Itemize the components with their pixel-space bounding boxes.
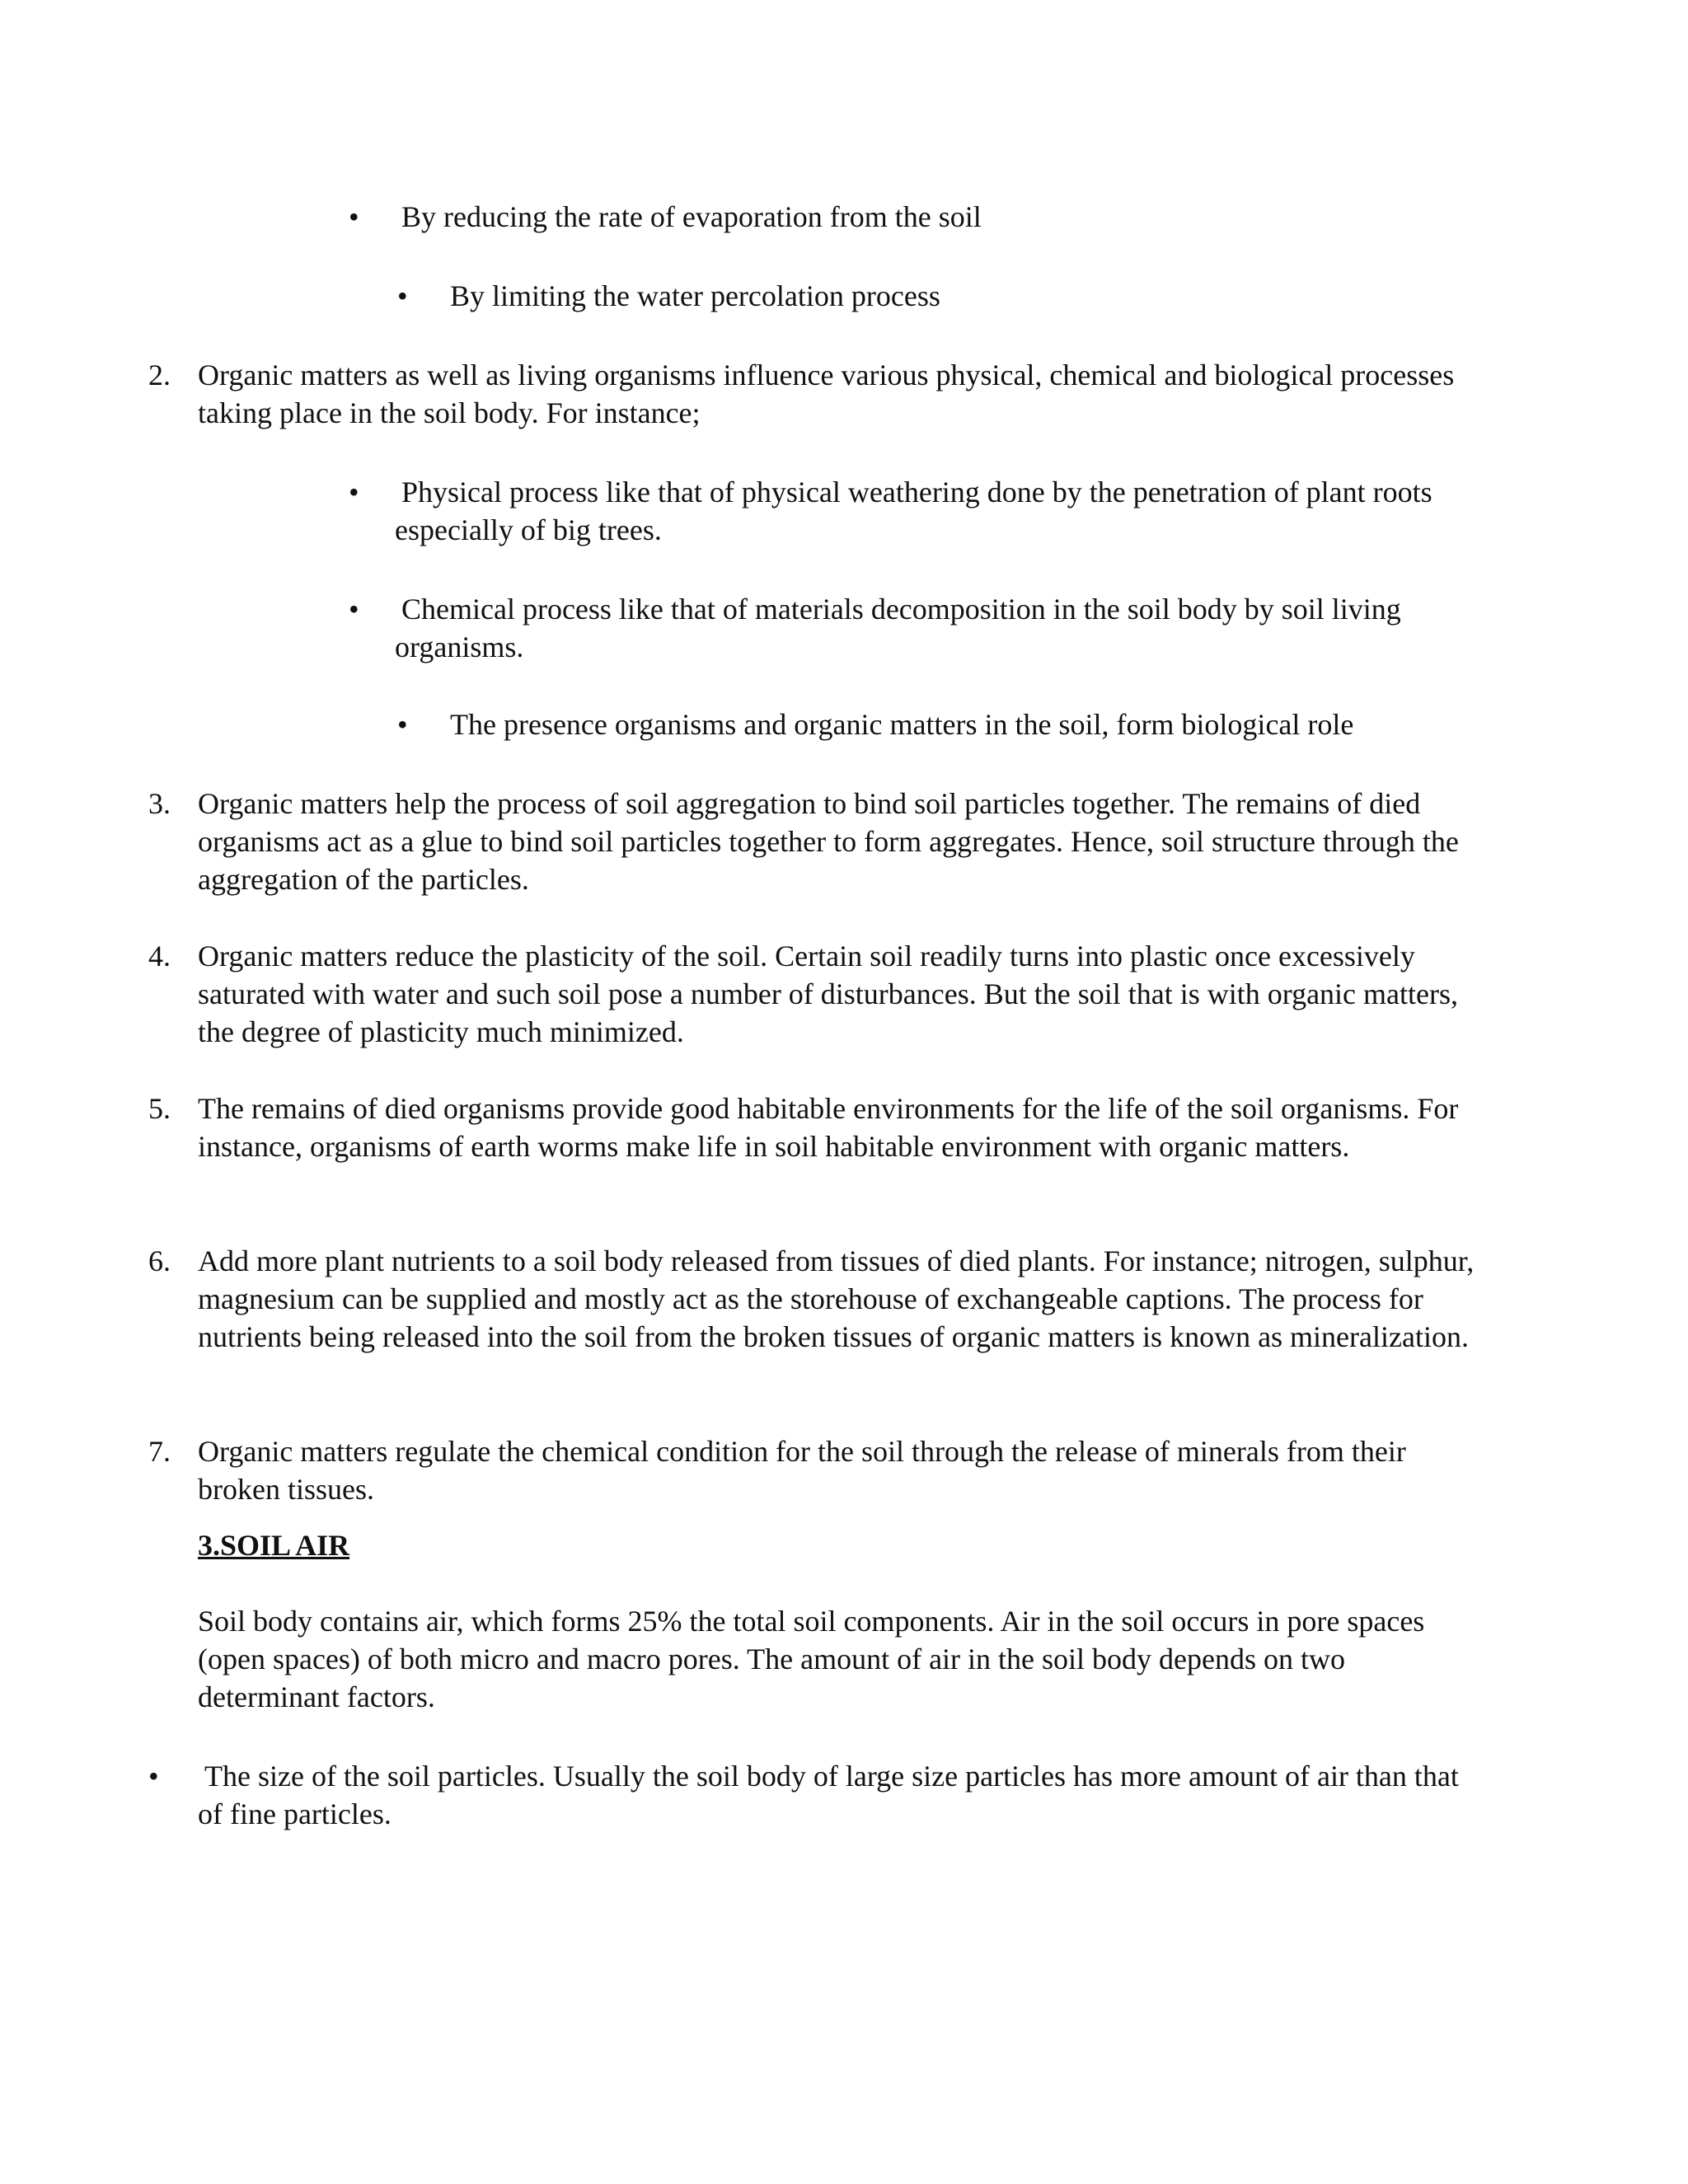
list-item-4-text: Organic matters reduce the plasticity of the soil. Certain soil readily turns into plastic once excessively saturated with water and such soil pose a number of disturbances. But the soil that is with organic matters, the degree of plasticity much minimized. (198, 940, 1458, 1048)
list-number-3: 3. (148, 787, 171, 820)
list-number-7: 7. (148, 1435, 171, 1468)
list-item-7-text: Organic matters regulate the chemical condition for the soil through the release of minerals from their broken tissues. (198, 1435, 1406, 1506)
list-item-2-text: Organic matters as well as living organisms influence various physical, chemical and biological processes taking place in the soil body. For instance; (198, 359, 1455, 429)
list-number-2: 2. (148, 359, 171, 391)
bullet-marker: • (148, 1760, 159, 1793)
list-number-6: 6. (148, 1244, 171, 1277)
sub-bullet-biological: The presence organisms and organic matters in the soil, form biological role (450, 708, 1354, 741)
top-bullet-2: By limiting the water percolation process (450, 279, 940, 312)
bullet-marker: • (397, 708, 408, 741)
bullet-marker: • (349, 476, 359, 509)
list-item-5-text: The remains of died organisms provide good habitable environments for the life of the soil organisms. For instance, organisms of earth worms make life in soil habitable environment with organic matters. (198, 1092, 1459, 1163)
sub-bullet-physical: Physical process like that of physical weathering done by the penetration of plant roots especially of big trees. (395, 476, 1432, 546)
soil-air-paragraph: Soil body contains air, which forms 25% the total soil components. Air in the soil occurs in pore spaces (open spaces) of both micro and macro pores. The amount of air in the soil body depends on two determinant factors. (198, 1605, 1425, 1713)
list-item-6-text: Add more plant nutrients to a soil body released from tissues of died plants. For instance; nitrogen, sulphur, magnesium can be supplied and mostly act as the storehouse of exchangeable captions. The process for nutrients being released into the soil from the broken tissues of organic matters is known as mineralization. (198, 1244, 1475, 1353)
bullet-marker: • (349, 593, 359, 626)
bullet-marker: • (397, 279, 408, 312)
section-heading-soil-air: 3.SOIL AIR (198, 1529, 350, 1562)
list-number-5: 5. (148, 1092, 171, 1125)
list-number-4: 4. (148, 940, 171, 972)
sub-bullet-chemical: Chemical process like that of materials decomposition in the soil body by soil living organisms. (395, 593, 1401, 663)
soil-air-bullet-particle-size: The size of the soil particles. Usually the soil body of large size particles has more amount of air than that of fine particles. (198, 1760, 1459, 1830)
list-item-3-text: Organic matters help the process of soil aggregation to bind soil particles together. The remains of died organisms act as a glue to bind soil particles together to form aggregates. Hence, soil structure through the aggregation of the particles. (198, 787, 1459, 896)
top-bullet-1: By reducing the rate of evaporation from the soil (401, 200, 982, 233)
bullet-marker: • (349, 200, 359, 233)
